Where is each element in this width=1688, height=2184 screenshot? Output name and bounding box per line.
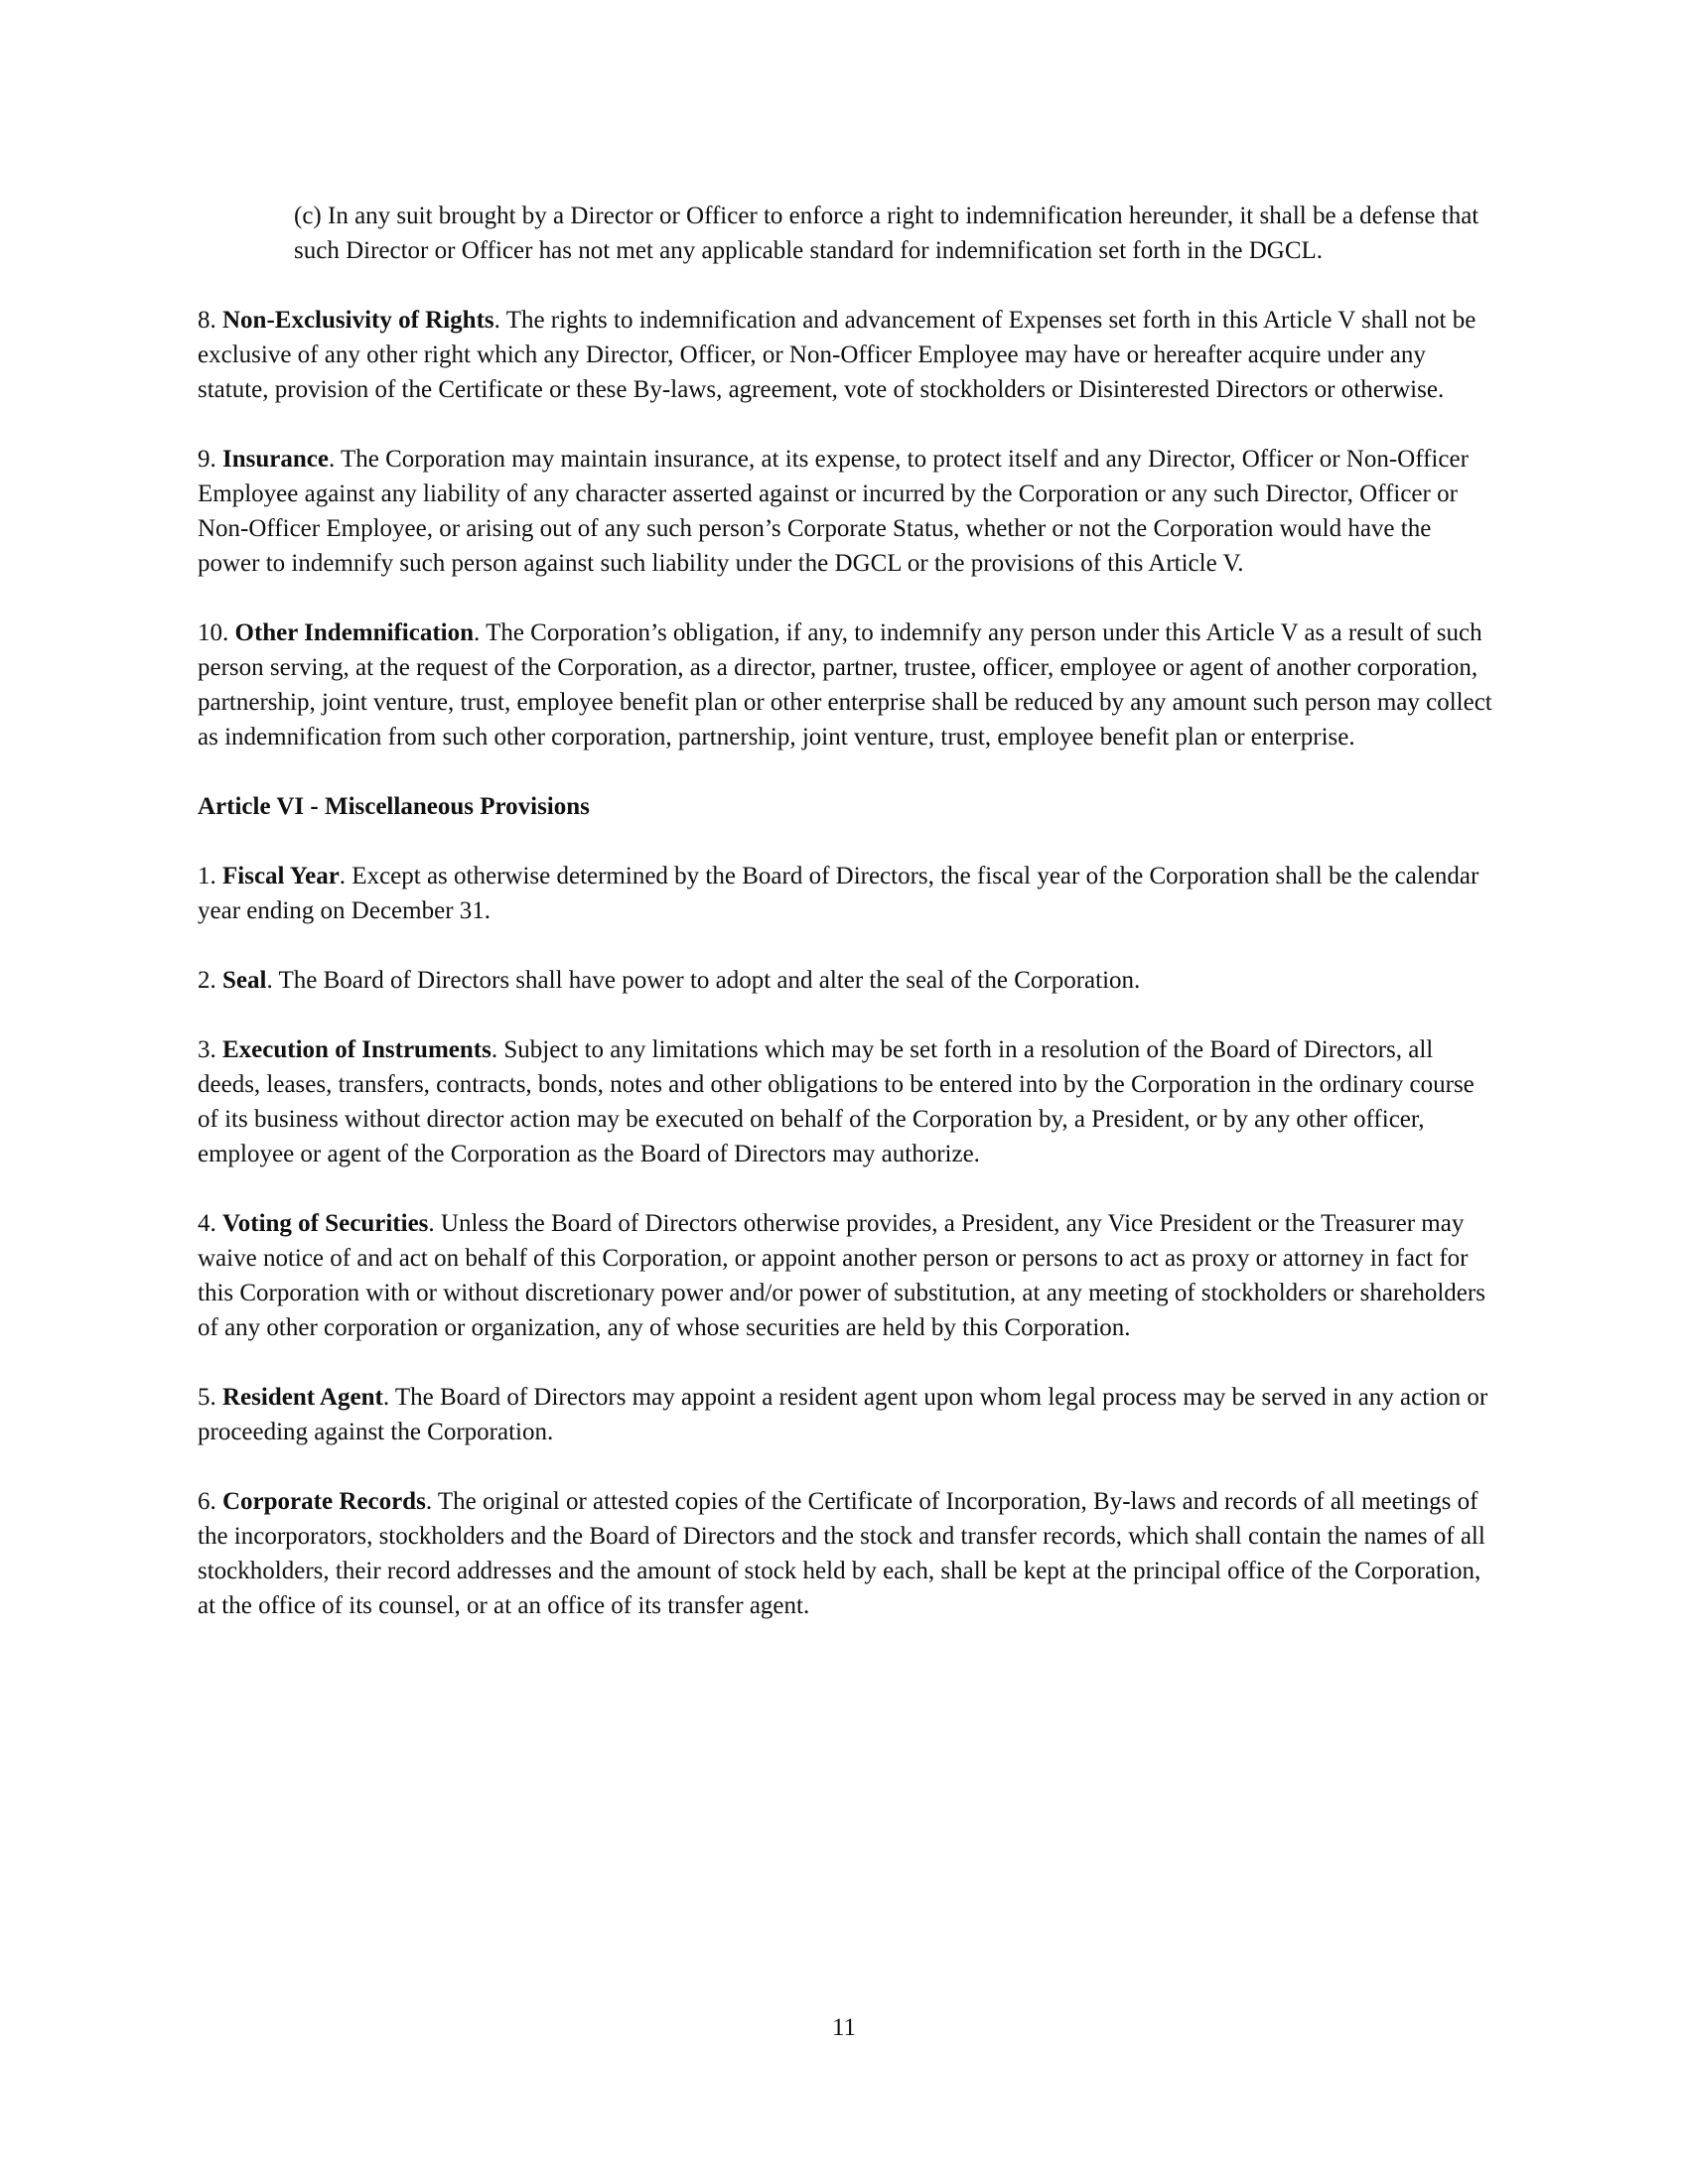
section-number: 3. — [198, 1036, 216, 1063]
section-2-seal — [198, 963, 1498, 998]
section-5-resident-agent — [198, 1380, 1498, 1449]
article-vi-heading: Article VI - Miscellaneous Provisions — [198, 793, 590, 820]
section-body: . Except as otherwise determined by the Board of Directors, the fiscal year of the Corporation shall be the calendar year ending on December 31. — [198, 863, 1479, 924]
section-body: . The Corporation’s obligation, if any, to indemnify any person under this Article V as a result of such person serving, at the request of the Corporation, as a director, partner, trustee, officer, employee or agent of another corporation, partnership, joint venture, trust, employee benefit plan or other enterprise shall be reduced by any amount such person may collect as indemnification from such other corporation, partnership, joint venture, trust, employee benefit plan or enterprise. — [198, 619, 1492, 751]
sub-item-c: (c) In any suit brought by a Director or Officer to enforce a right to indemnification hereunder, it shall be a defense that such Director or Officer has not met any applicable standard for indemnification set forth in the DGCL. — [294, 203, 1479, 264]
section-1-fiscal-year — [198, 859, 1498, 928]
section-body: . The Board of Directors shall have power to adopt and alter the seal of the Corporation. — [266, 967, 1141, 994]
section-10-other-indemnification — [198, 615, 1498, 754]
section-title: Execution of Instruments — [222, 1036, 492, 1063]
section-number: 8. — [198, 307, 216, 334]
section-title: Corporate Records — [222, 1488, 426, 1515]
section-9-insurance — [198, 442, 1498, 581]
section-6-corporate-records — [198, 1484, 1498, 1623]
section-title: Other Indemnification — [234, 619, 475, 646]
section-body: . The rights to indemnification and advancement of Expenses set forth in this Article V shall not be exclusive of any other right which any Director, Officer, or Non-Officer Employee may have or hereafter acquire under any statute, provision of the Certificate or these By-laws, agreement, vote of stockholders or Disinterested Directors or otherwise. — [198, 307, 1477, 403]
section-3-execution-of-instruments — [198, 1032, 1498, 1171]
section-body: . Subject to any limitations which may be set forth in a resolution of the Board of Directors, all deeds, leases, transfers, contracts, bonds, notes and other obligations to be entered into by the Corporation in the ordinary course of its business without director action may be executed on behalf of the Corporation by, a President, or by any other officer, employee or agent of the Corporation as the Board of Directors may authorize. — [198, 1036, 1475, 1167]
section-title: Fiscal Year — [222, 863, 340, 889]
section-title: Seal — [222, 967, 267, 994]
section-body: . Unless the Board of Directors otherwise provides, a President, any Vice President or the Treasurer may waive notice of and act on behalf of this Corporation, or appoint another person or persons to act as proxy or attorney in fact for this Corporation with or without discretionary power and/or power of substitution, at any meeting of stockholders or shareholders of any other corporation or organization, any of whose securities are held by this Corporation. — [198, 1210, 1485, 1341]
section-body: . The Board of Directors may appoint a resident agent upon whom legal process may be served in any action or proceeding against the Corporation. — [198, 1384, 1488, 1445]
section-number: 2. — [198, 967, 216, 994]
section-title: Non-Exclusivity of Rights — [222, 307, 494, 334]
document-page — [198, 199, 1498, 1658]
section-number: 4. — [198, 1210, 216, 1237]
section-number: 9. — [198, 446, 216, 473]
section-number: 5. — [198, 1384, 216, 1411]
section-title: Resident Agent — [222, 1384, 383, 1411]
section-number: 6. — [198, 1488, 216, 1515]
section-8-non-exclusivity — [198, 303, 1498, 407]
section-number: 10. — [198, 619, 229, 646]
section-body: . The Corporation may maintain insurance, at its expense, to protect itself and any Director, Officer or Non-Officer Employee against any liability of any character asserted against or incurred by the Corporation or any such Director, Officer or Non-Officer Employee, or arising out of any such person’s Corporate Status, whether or not the Corporation would have the power to indemnify such person against such liability under the DGCL or the provisions of this Article V. — [198, 446, 1469, 577]
section-number: 1. — [198, 863, 216, 889]
section-body: . The original or attested copies of the Certificate of Incorporation, By-laws and records of all meetings of the incorporators, stockholders and the Board of Directors and the stock and transfer records, which shall contain the names of all stockholders, their record addresses and the amount of stock held by each, shall be kept at the principal office of the Corporation, at the office of its counsel, or at an office of its transfer agent. — [198, 1488, 1485, 1619]
section-4-voting-of-securities — [198, 1206, 1498, 1345]
page-number: 11 — [831, 2014, 857, 2041]
section-title: Insurance — [222, 446, 329, 473]
section-title: Voting of Securities — [222, 1210, 429, 1237]
